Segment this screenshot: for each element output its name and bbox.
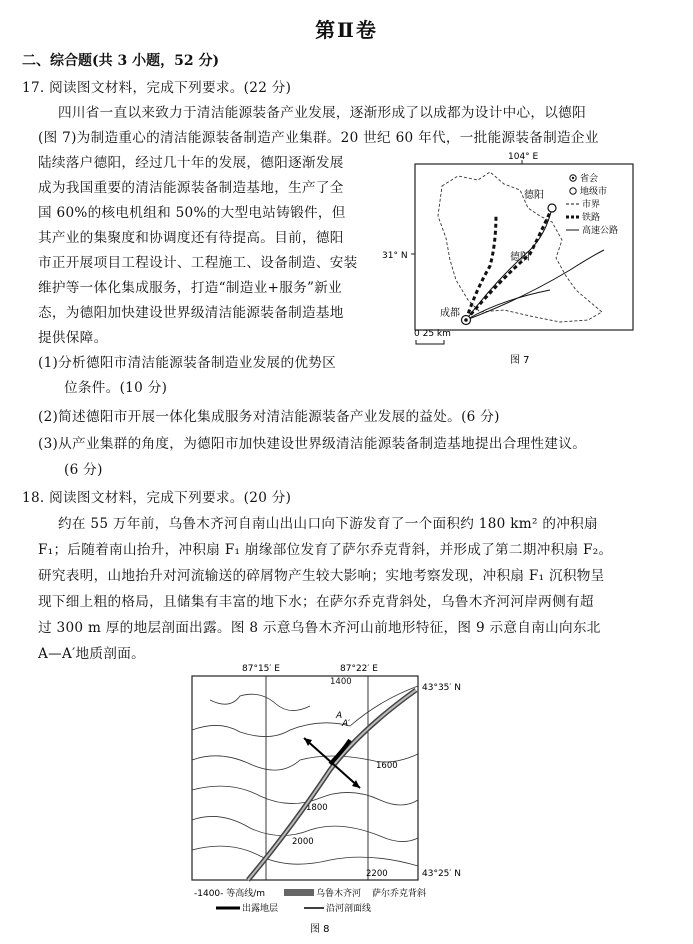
legend-city: 地级市 bbox=[580, 187, 608, 197]
chengdu-dot bbox=[464, 318, 468, 322]
contour-line bbox=[192, 846, 418, 866]
q17-text-line: 陆续落户德阳，经过几十年的发展，德阳逐渐发展 bbox=[38, 155, 344, 171]
q17-stem: 17. 阅读图文材料，完成下列要求。(22 分) bbox=[22, 80, 292, 96]
scale-bar bbox=[416, 340, 444, 344]
q17-sub1: (1)分析德阳市清洁能源装备制造业发展的优势区 bbox=[38, 355, 337, 371]
contour-line bbox=[192, 686, 418, 737]
q17-sub2: (2)简述德阳市开展一体化集成服务对清洁能源装备产业发展的益处。(6 分) bbox=[38, 409, 500, 425]
point-a: A bbox=[336, 711, 343, 721]
contour-line bbox=[210, 694, 310, 710]
q17-text-line: 态，为德阳加快建设世界级清洁能源装备制造基地 bbox=[38, 305, 344, 321]
fig8-lon1: 87°15′ E bbox=[242, 664, 280, 674]
contour-label-1400: 1400 bbox=[330, 677, 352, 687]
q17-text-line: 四川省一直以来致力于清洁能源装备产业发展，逐渐形成了以成都为设计中心，以德阳 bbox=[58, 105, 586, 121]
section-heading: 二、综合题(共 3 小题，52 分) bbox=[22, 53, 220, 69]
legend-capital: 省会 bbox=[580, 174, 599, 184]
q17-text-line: 市正开展项目工程设计、工程施工、设备制造、安装 bbox=[38, 255, 358, 271]
deyang-city-label: 德阳 bbox=[524, 190, 544, 201]
q17-text-line: 成为我国重要的清洁能源装备制造基地，生产了全 bbox=[38, 180, 344, 196]
fig7-caption: 图 7 bbox=[510, 355, 530, 366]
deyang-city-marker bbox=[548, 204, 556, 212]
contour-label-2200: 2200 bbox=[366, 869, 388, 879]
q17-sub3: (3)从产业集群的角度，为德阳市加快建设世界级清洁能源装备制造基地提出合理性建议。 bbox=[38, 436, 587, 452]
fig7-lon-label: 104° E bbox=[508, 152, 539, 162]
contour-label-1600: 1600 bbox=[376, 761, 398, 771]
contour-label-1800: 1800 bbox=[306, 803, 328, 813]
legend-capital-icon bbox=[572, 177, 574, 179]
urumqi-river bbox=[248, 690, 416, 880]
legend-railway: 铁路 bbox=[582, 213, 601, 223]
q17-text-line: 维护等一体化集成服务，打造“制造业+服务”新业 bbox=[38, 280, 343, 296]
deyang-region-label: 德阳 bbox=[510, 252, 530, 263]
q18-text-line: 现下细上粗的格局，且储集有丰富的地下水；在萨尔乔克背斜处，乌鲁木齐河河岸两侧有超 bbox=[38, 594, 594, 610]
q18-text-line: A—A′地质剖面。 bbox=[38, 646, 145, 662]
legend-anticline: 萨尔乔克背斜 bbox=[372, 889, 427, 899]
scale-label: 0 25 km bbox=[414, 329, 451, 339]
q17-text-line: (图 7)为制造重心的清洁能源装备制造产业集群。20 世纪 60 年代，一批能源装备制造企业 bbox=[38, 130, 599, 146]
fig8-lat2: 43°25′ N bbox=[422, 869, 462, 879]
fig7-lat-label: 31° N bbox=[382, 251, 408, 261]
legend-highway: 高速公路 bbox=[582, 226, 619, 236]
paper-title: 第Ⅱ卷 bbox=[315, 18, 378, 42]
legend-river-icon bbox=[284, 889, 314, 896]
legend-boundary: 市界 bbox=[582, 200, 601, 210]
chengdu-label: 成都 bbox=[440, 308, 460, 319]
fig8-lon2: 87°22′ E bbox=[340, 664, 378, 674]
q17-text-line: 其产业的集聚度和协调度还有待提高。目前，德阳 bbox=[38, 230, 344, 246]
legend-strata: 出露地层 bbox=[242, 904, 279, 914]
q17-text-line: 提供保障。 bbox=[38, 330, 108, 346]
fig8-caption: 图 8 bbox=[310, 924, 330, 935]
contour-label-2000: 2000 bbox=[292, 837, 314, 847]
legend-profile: 沿河剖面线 bbox=[326, 904, 372, 914]
point-a-prime: A′ bbox=[342, 719, 351, 729]
railway bbox=[466, 208, 552, 320]
city-boundary bbox=[438, 172, 602, 322]
q18-text-line: 过 300 m 厚的地层剖面出露。图 8 示意乌鲁木齐河山前地形特征，图 9 示意自南山向东北 bbox=[38, 620, 601, 636]
q18-text-line: 约在 55 万年前，乌鲁木齐河自南山出山口向下游发育了一个面积约 180 km² 的冲积扇 bbox=[58, 516, 598, 532]
q18-text-line: 研究表明，山地抬升对河流输送的碎屑物产生较大影响；实地考察发现，冲积扇 F₁ 沉积物呈 bbox=[38, 568, 605, 584]
figure-8-map bbox=[180, 660, 490, 940]
q17-sub1-cont: 位条件。(10 分) bbox=[64, 380, 168, 396]
fig8-lat1: 43°35′ N bbox=[422, 683, 462, 693]
legend-contour: -1400- 等高线/m bbox=[194, 889, 266, 899]
legend-river: 乌鲁木齐河 bbox=[316, 889, 362, 899]
q17-sub3-cont: (6 分) bbox=[64, 462, 103, 478]
q17-text-line: 国 60%的核电机组和 50%的大型电站铸锻件，但 bbox=[38, 205, 346, 221]
figure-7-map bbox=[380, 150, 650, 370]
legend-city-icon bbox=[570, 188, 576, 194]
q18-text-line: F₁；后随着南山抬升，冲积扇 F₁ 崩缘部位发育了萨尔乔克背斜，并形成了第二期冲积扇 F₂。 bbox=[38, 542, 613, 558]
q18-stem: 18. 阅读图文材料，完成下列要求。(20 分) bbox=[22, 490, 292, 506]
